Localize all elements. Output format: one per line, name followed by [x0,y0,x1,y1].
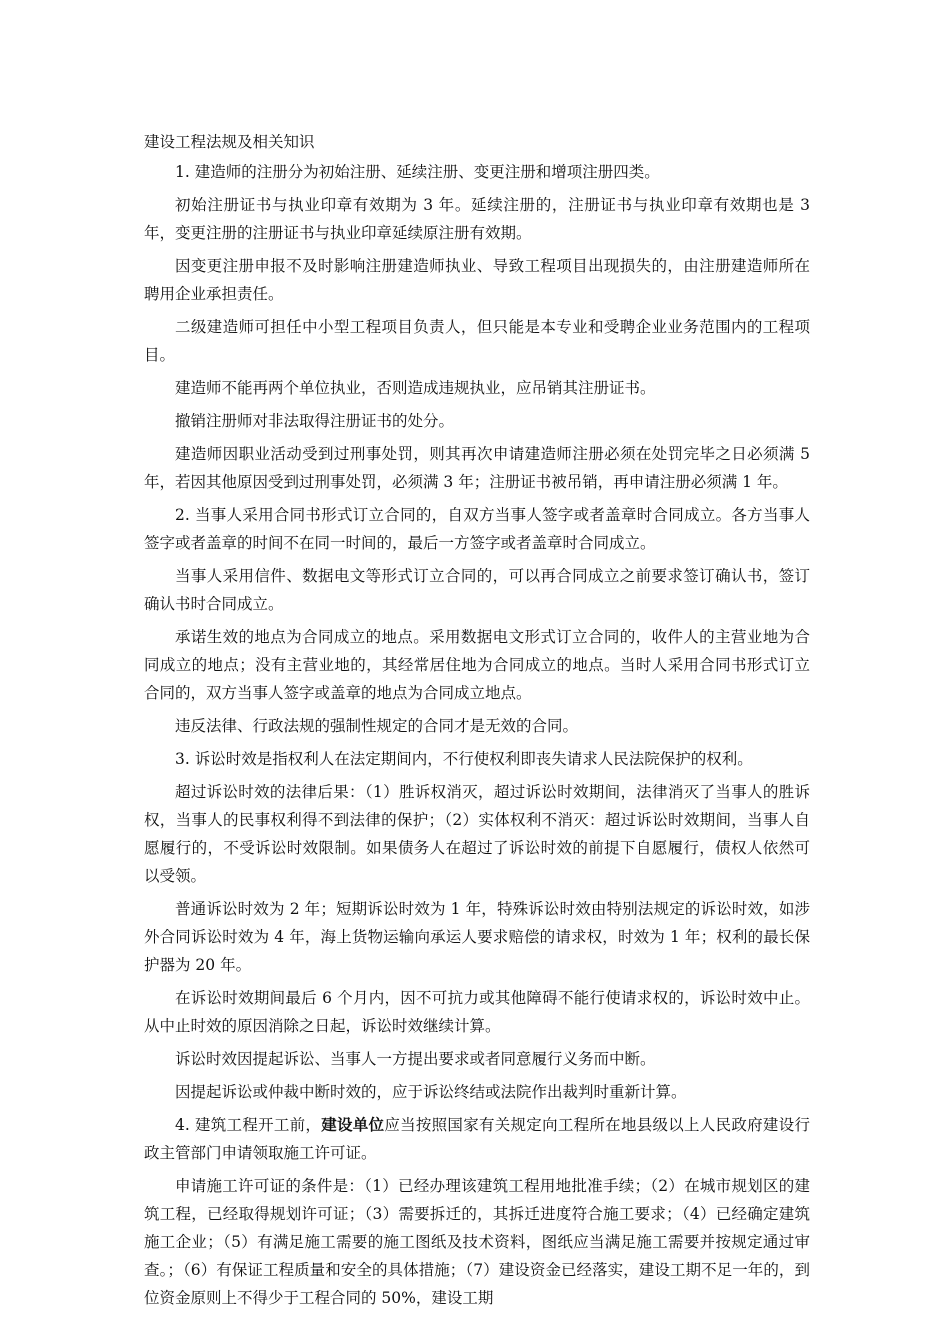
paragraph-initial-registration: 初始注册证书与执业印章有效期为 3 年。延续注册的，注册证书与执业印章有效期也是 3 年，变更注册的注册证书与执业印章延续原注册有效期。 [144,196,810,242]
paragraph-place-of-formation: 承诺生效的地点为合同成立的地点。采用数据电文形式订立合同的，收件人的主营业地为合同成立的地点；没有主营业地的，其经常居住地为合同成立的地点。当时人采用合同书形式订立合同的，双方当事人签字或盖章的地点为合同成立地点。 [144,628,810,702]
paragraph-limitation-interruption: 诉讼时效因提起诉讼、当事人一方提出要求或者同意履行义务而中断。 [175,1050,656,1068]
paragraph-confirmation-letter: 当事人采用信件、数据电文等形式订立合同的，可以再合同成立之前要求签订确认书，签订确认书时合同成立。 [144,567,810,613]
document-body [144,128,810,1317]
paragraph-invalid-contract: 违反法律、行政法规的强制性规定的合同才是无效的合同。 [175,717,579,735]
document-title: 建设工程法规及相关知识 [144,133,315,151]
paragraph-permit-conditions: 申请施工许可证的条件是：（1）已经办理该建筑工程用地批准手续；（2）在城市规划区的建筑工程，已经取得规划许可证；（3）需要拆迁的，其拆迁进度符合施工要求；（4）已经确定建筑施工企业；（5）有满足施工需要的施工图纸及技术资料，图纸应当满足施工需要并按规定通过审查。；（6）有保证工程质量和安全的具体措施；（7）建设资金已经落实，建设工期不足一年的，到位资金原则上不得少于工程合同的 50%，建设工期 [144,1177,810,1307]
paragraph-limitation-definition: 3. 诉讼时效是指权利人在法定期间内，不行使权利即丧失请求人民法院保护的权利。 [175,750,753,768]
permit-bold-term: 建设单位 [321,1115,385,1134]
paragraph-registration-types: 1. 建造师的注册分为初始注册、延续注册、变更注册和增项注册四类。 [175,163,660,181]
paragraph-two-units: 建造师不能再两个单位执业，否则造成违规执业，应吊销其注册证书。 [175,379,656,397]
permit-text-before: 4. 建筑工程开工前， [175,1116,322,1134]
paragraph-construction-permit [144,1111,810,1167]
paragraph-limitation-consequences: 超过诉讼时效的法律后果：（1）胜诉权消灭，超过诉讼时效期间，法律消灭了当事人的胜诉权，当事人的民事权利得不到法律的保护；（2）实体权利不消灭：超过诉讼时效期间，当事人自愿履行的，不受诉讼时效限制。如果债务人在超过了诉讼时效的前提下自愿履行，债权人依然可以受领。 [144,783,810,885]
paragraph-level-two-builder: 二级建造师可担任中小型工程项目负责人，但只能是本专业和受聘企业业务范围内的工程项目。 [144,318,810,364]
paragraph-revocation: 撤销注册师对非法取得注册证书的处分。 [175,412,455,430]
paragraph-limitation-periods: 普通诉讼时效为 2 年；短期诉讼时效为 1 年，特殊诉讼时效由特别法规定的诉讼时效，如涉外合同诉讼时效为 4 年，海上货物运输向承运人要求赔偿的请求权，时效为 1 年；权利的最长保护器为 20 年。 [144,900,810,974]
paragraph-change-registration: 因变更注册申报不及时影响注册建造师执业、导致工程项目出现损失的，由注册建造师所在聘用企业承担责任。 [144,257,810,303]
permit-text-after: 应当按照国家有关规定向工程所在地县级以上人民政府建设行政主管部门申请领取施工许可证。 [144,1116,810,1162]
paragraph-criminal-penalty: 建造师因职业活动受到过刑事处罚，则其再次申请建造师注册必须在处罚完毕之日必须满 5 年，若因其他原因受到过刑事处罚，必须满 3 年；注册证书被吊销，再申请注册必须满 1 年。 [144,445,810,491]
paragraph-contract-formation: 2. 当事人采用合同书形式订立合同的，自双方当事人签字或者盖章时合同成立。各方当事人签字或者盖章的时间不在同一时间的，最后一方签字或者盖章时合同成立。 [144,506,810,552]
paragraph-limitation-suspension: 在诉讼时效期间最后 6 个月内，因不可抗力或其他障碍不能行使请求权的，诉讼时效中止。从中止时效的原因消除之日起，诉讼时效继续计算。 [144,989,810,1035]
paragraph-limitation-recalculation: 因提起诉讼或仲裁中断时效的，应于诉讼终结或法院作出裁判时重新计算。 [175,1083,687,1101]
